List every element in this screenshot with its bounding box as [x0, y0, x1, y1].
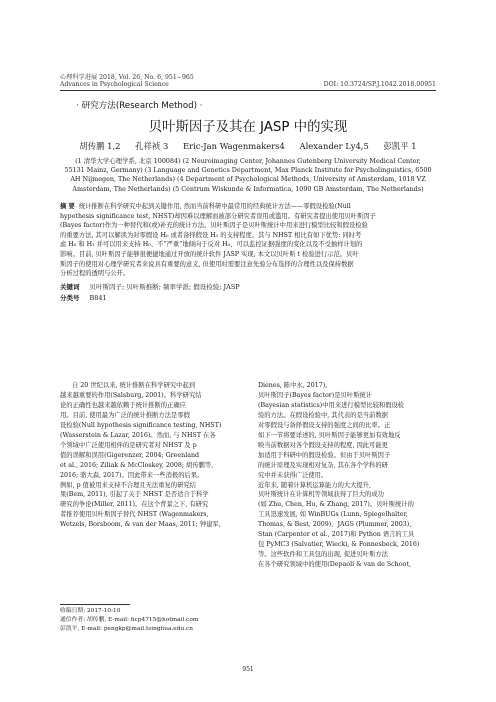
- author: Alexander Ly4,5: [299, 141, 369, 151]
- affiliation-line: Amsterdam, The Netherlands) (5 Centrum Wiskunde & Informatica, 1090 GB Amsterdam, The Netherlands): [72, 184, 424, 193]
- body-line: 近年来, 随着计算机运算能力的大大提升,: [258, 481, 372, 489]
- section-bullet-right: ·: [199, 101, 203, 111]
- footnote-line: 收稿日期: 2017-10-10: [60, 608, 121, 614]
- affiliation-line: (1 清华大学心理学系, 北京 100084) (2 Neuroimaging Center, Johannes Gutenberg University Medical Center,: [75, 157, 421, 165]
- body-line: 包 PyMC3 (Salvatier, Wiecki, & Fonnesbeck, 2016): [258, 541, 420, 549]
- body-line: Thomas, & Best, 2009)、JAGS (Plummer, 2003)、: [258, 521, 416, 529]
- body-line: 个领域中广泛使用相伴的是研究者对 NHST 及 p: [60, 441, 197, 449]
- author: Eric-Jan Wagenmakers4: [182, 141, 285, 151]
- body-line: 加适用于科研中的假设检验。但由于贝叶斯因子: [258, 451, 391, 459]
- body-line: Wetzels, Borsboom, & van der Maas, 2011; 钟建军,: [60, 521, 221, 529]
- author-list: [60, 140, 436, 152]
- body-line: 研究的争论(Miller, 2011)。在这个背景之下, 有研究: [60, 501, 209, 509]
- body-line: 贝叶斯统计在计算机等领域获得了巨大的成功: [258, 491, 384, 499]
- body-line: 用。目前, 使用最为广泛的统计推断方法是零假: [60, 411, 190, 419]
- abstract-line: [60, 202, 436, 212]
- classification-label: 分类号: [60, 294, 80, 302]
- keywords: [60, 282, 240, 291]
- body-line: (如 Zhu, Chen, Hu, & Zhang, 2017)。贝叶斯统计的: [258, 501, 414, 509]
- journal-name-en: Advances in Psychological Science: [60, 81, 169, 88]
- body-line: (Wasserstein & Lazar, 2016)。然而, 与 NHST 在各: [60, 431, 216, 439]
- body-line: 映当前数据对各个假设支持的程度, 因此可能更: [258, 441, 388, 449]
- body-line: 究中并未获得广泛使用。: [258, 471, 328, 479]
- body-line: 果(Bem, 2011), 引起了关于 NHST 是否适合于科学: [60, 491, 209, 499]
- body-column-left: [60, 381, 242, 530]
- body-line: 工具迅速发展, 如 WinBUGs (Lunn, Spiegelhalter,: [258, 511, 408, 519]
- footnotes: [60, 607, 198, 634]
- section-bullet-left: ·: [76, 101, 79, 111]
- footnote-line: 通信作者: 胡传鹏, E-mail: hcp4715@hotmail.com: [60, 617, 199, 624]
- body-line: 自 20 世纪以来, 统计推断在科学研究中起到: [72, 382, 196, 389]
- body-line: 对零假设与备择假设支持的强度之间的比率。正: [258, 421, 391, 429]
- abstract-line: (Bayes factor)作为一种替代和(或)补充的统计方法。贝叶斯因子是贝叶斯统计中用来进行模型比较和假设检验: [60, 222, 368, 230]
- author: 彭凯平 1: [383, 141, 417, 151]
- footnote-line: 彭凯平, E-mail: pengkp@mail.tsinghua.edu.cn: [60, 626, 194, 633]
- section-label: [76, 99, 202, 111]
- abstract-line: 虑 H₀ 和 H₁ 并可以用来支持 H₀、不“严重”地倾向于反对 H₀、可以监控证据强度的变化以及不受抽样计划的: [60, 241, 363, 249]
- section-label-cn: 研究方法: [81, 101, 116, 111]
- doi: DOI: 10.3724/SP.J.1042.2018.00951: [323, 81, 436, 88]
- body-line: 验的方法。在假设检验中, 其代表的是当前数据: [258, 411, 388, 419]
- abstract-line: 分析过程的透明与公开。: [60, 270, 130, 278]
- abstract-text: 统计推断在科学研究中起到关键作用, 然而当前科研中最常用的经典统计方法——零假设检验(Null: [78, 203, 351, 210]
- body-column-right: [258, 381, 440, 570]
- keywords-label: 关键词: [60, 283, 80, 291]
- affiliations: [62, 157, 434, 194]
- section-label-en: (Research Method): [115, 101, 197, 111]
- page-number: 951: [242, 666, 254, 673]
- body-line: 的统计原理及实现相对复杂, 其在各个学科的研: [258, 461, 388, 469]
- body-line: 值的误解和误用(Gigerenzer, 2004; Greenland: [60, 451, 200, 459]
- author: 胡传鹏 1,2: [79, 141, 121, 151]
- body-line: (Bayesian statistics)中用来进行模型比较和假设检: [258, 401, 405, 409]
- body-line: 越来越重要的作用(Salsburg, 2001)。科学研究结: [60, 391, 202, 399]
- abstract-line: 的重要方法, 其可以解读为对零假设 H₀ 或者备择假设 H₁ 的支持程度。其与 NHST 相比有如下优势: 同时考: [60, 231, 362, 239]
- affiliation-line: 55131 Mainz, Germany) (3 Language and Genetics Department, Max Planck Institute for Psycholinguistics, 6500: [64, 166, 432, 175]
- classification-text: B841: [89, 294, 107, 302]
- affiliation-line: AH Nijmegen, The Netherlands) (4 Department of Psychological Methods, University of Amsterdam, 1018 VZ: [70, 175, 426, 184]
- body-line: 2016; 骆大森, 2017)。因此带来一些消极的后果。: [60, 471, 204, 479]
- abstract: [60, 202, 436, 279]
- body-line: 例如, p 值被用来支持不合理且无法重复的研究结: [60, 481, 196, 489]
- body-line: 者推荐使用贝叶斯因子替代 NHST (Wagenmakers,: [60, 511, 209, 519]
- body-line: 如下一节将要详述的, 贝叶斯因子能够更加有效地反: [258, 431, 401, 439]
- body-line: 等。这些软件和工具包的出现, 促进贝叶斯方法: [258, 551, 388, 559]
- body-line: et al., 2016; Ziliak & McCloskey, 2008; 胡传鹏等,: [60, 461, 214, 469]
- abstract-label: 摘 要: [60, 203, 75, 210]
- body-line: 论的正确性也越来越依赖于统计推断的正确应: [60, 401, 186, 409]
- body-line: 在各个研究领域中的使用(Depaoli & van de Schoot,: [258, 561, 411, 569]
- abstract-line: 斯因子的使用对心理学研究者来说具有重要的意义, 但使用时需要注意先验分布选择的合理性以及保持数据: [60, 260, 354, 268]
- abstract-line: hypothesis significance test, NHST)却因难以理解而被部分研究者误用或滥用。有研究者提出使用贝叶斯因子: [60, 212, 376, 220]
- journal-citation: 心理科学进展 2018, Vol. 26, No. 6, 951−965: [60, 74, 194, 81]
- body-line: 设检验(Null hypothesis significance testing, NHST): [60, 421, 222, 429]
- keywords-text: 贝叶斯因子; 贝叶斯推断; 频率学派; 假设检验; JASP: [89, 283, 240, 291]
- body-line: Stan (Carpenter et al., 2017)和 Python 语言的工具: [258, 531, 415, 539]
- header-rule: [60, 90, 436, 91]
- classification: [60, 293, 107, 302]
- paper-title: 贝叶斯因子及其在 JASP 中的实现: [148, 120, 348, 135]
- abstract-line: 影响。目前, 贝叶斯因子能够很便捷地通过开放的统计软件 JASP 实现, 本文以贝叶斯 t 检验进行示范。贝叶: [60, 250, 359, 258]
- footnote-rule: [60, 604, 130, 605]
- body-line: 贝叶斯因子(Bayes factor)是贝叶斯统计: [258, 391, 373, 399]
- author: 孔祥祯 3: [135, 141, 169, 151]
- body-line: Dienes, 陈中永, 2017)。: [258, 382, 332, 389]
